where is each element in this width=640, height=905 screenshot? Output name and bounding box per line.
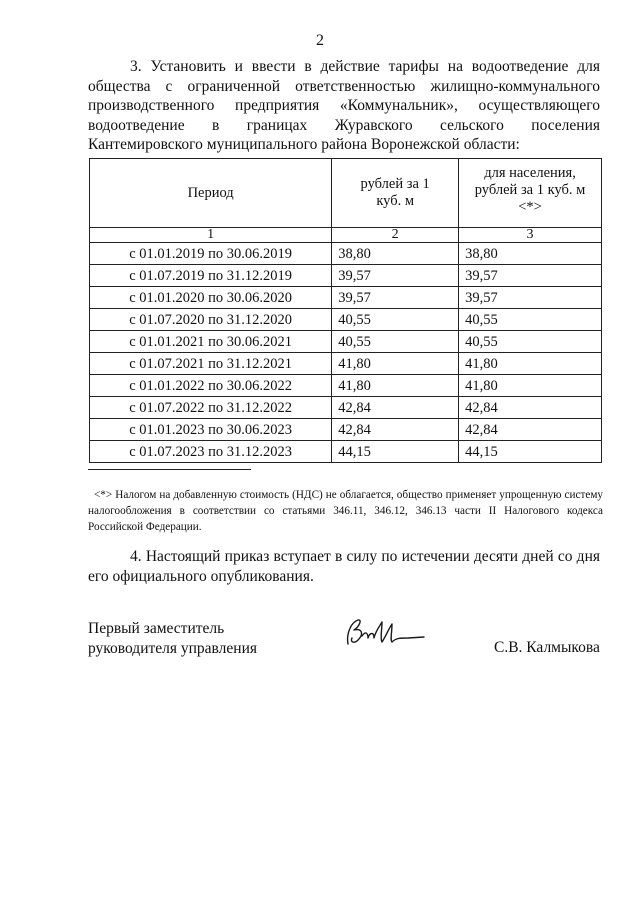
- rate-cell: 41,80: [332, 353, 459, 375]
- handwritten-signature-icon: [338, 612, 428, 654]
- period-cell: с 01.01.2019 по 30.06.2019: [90, 243, 332, 265]
- signatory-name: С.В. Калмыкова: [494, 639, 600, 656]
- signatory-position-line-1: Первый заместитель: [88, 620, 225, 637]
- population-rate-cell: 39,57: [459, 265, 602, 287]
- paragraph-3: 3. Установить и ввести в действие тарифы на водоотведение для общества с ограниченной ответственностью жилищно-коммунального производственного предприятия «Коммунальник», осуществляющего водоотведение в границах Журавского сельского поселения Кантемировского муниципального района Воронежской области:: [88, 58, 600, 153]
- population-rate-cell: 42,84: [459, 397, 602, 419]
- population-rate-cell: 41,80: [459, 375, 602, 397]
- footnote-divider: [88, 469, 251, 470]
- period-cell: с 01.01.2021 по 30.06.2021: [90, 331, 332, 353]
- period-cell: с 01.01.2022 по 30.06.2022: [90, 375, 332, 397]
- paragraph-4: 4. Настоящий приказ вступает в силу по истечении десяти дней со дня его официального опубликования.: [88, 548, 600, 585]
- period-cell: с 01.07.2023 по 31.12.2023: [90, 441, 332, 463]
- rate-cell: 38,80: [332, 243, 459, 265]
- column-header-period: Период: [90, 159, 332, 228]
- table-row: [90, 331, 602, 353]
- column-number-row: [90, 228, 602, 243]
- column-number: 1: [90, 228, 332, 243]
- signatory-position: [88, 619, 257, 659]
- rate-cell: 42,84: [332, 397, 459, 419]
- population-rate-cell: 40,55: [459, 309, 602, 331]
- column-header-population-rate: [459, 159, 602, 228]
- rate-cell: 39,57: [332, 265, 459, 287]
- table-row: [90, 287, 602, 309]
- footnote: <*> Налогом на добавленную стоимость (НДС) не облагается, общество применяет упрощенную систему налогообложения в соответствии со статьями 346.11, 346.12, 346.13 части II Налогового кодекса Российской Федерации.: [88, 489, 603, 533]
- period-cell: с 01.01.2023 по 30.06.2023: [90, 419, 332, 441]
- rate-cell: 41,80: [332, 375, 459, 397]
- population-rate-cell: 44,15: [459, 441, 602, 463]
- population-rate-cell: 40,55: [459, 331, 602, 353]
- period-cell: с 01.01.2020 по 30.06.2020: [90, 287, 332, 309]
- population-rate-cell: 41,80: [459, 353, 602, 375]
- table-row: [90, 265, 602, 287]
- period-cell: с 01.07.2021 по 31.12.2021: [90, 353, 332, 375]
- rate-cell: 44,15: [332, 441, 459, 463]
- table-row: [90, 441, 602, 463]
- table-row: [90, 419, 602, 441]
- period-cell: с 01.07.2022 по 31.12.2022: [90, 397, 332, 419]
- rate-cell: 39,57: [332, 287, 459, 309]
- population-rate-cell: 38,80: [459, 243, 602, 265]
- table-row: [90, 375, 602, 397]
- period-cell: с 01.07.2019 по 31.12.2019: [90, 265, 332, 287]
- period-cell: с 01.07.2020 по 31.12.2020: [90, 309, 332, 331]
- table-row: [90, 353, 602, 375]
- tariff-table-body: [90, 243, 602, 463]
- signatory-position-line-2: руководителя управления: [88, 640, 258, 657]
- rate-cell: 40,55: [332, 309, 459, 331]
- column-header-rate: [332, 159, 459, 228]
- column-header-rate-text: рублей за 1 куб. м: [360, 176, 430, 209]
- table-row: [90, 397, 602, 419]
- table-header-row: [90, 159, 602, 228]
- rate-cell: 42,84: [332, 419, 459, 441]
- table-row: [90, 243, 602, 265]
- column-header-population-rate-text: для населения, рублей за 1 куб. м <*>: [474, 165, 586, 215]
- population-rate-cell: 42,84: [459, 419, 602, 441]
- population-rate-cell: 39,57: [459, 287, 602, 309]
- rate-cell: 40,55: [332, 331, 459, 353]
- page-number: 2: [316, 32, 324, 49]
- column-number: 2: [332, 228, 459, 243]
- table-row: [90, 309, 602, 331]
- column-number: 3: [459, 228, 602, 243]
- tariff-table: [89, 158, 602, 463]
